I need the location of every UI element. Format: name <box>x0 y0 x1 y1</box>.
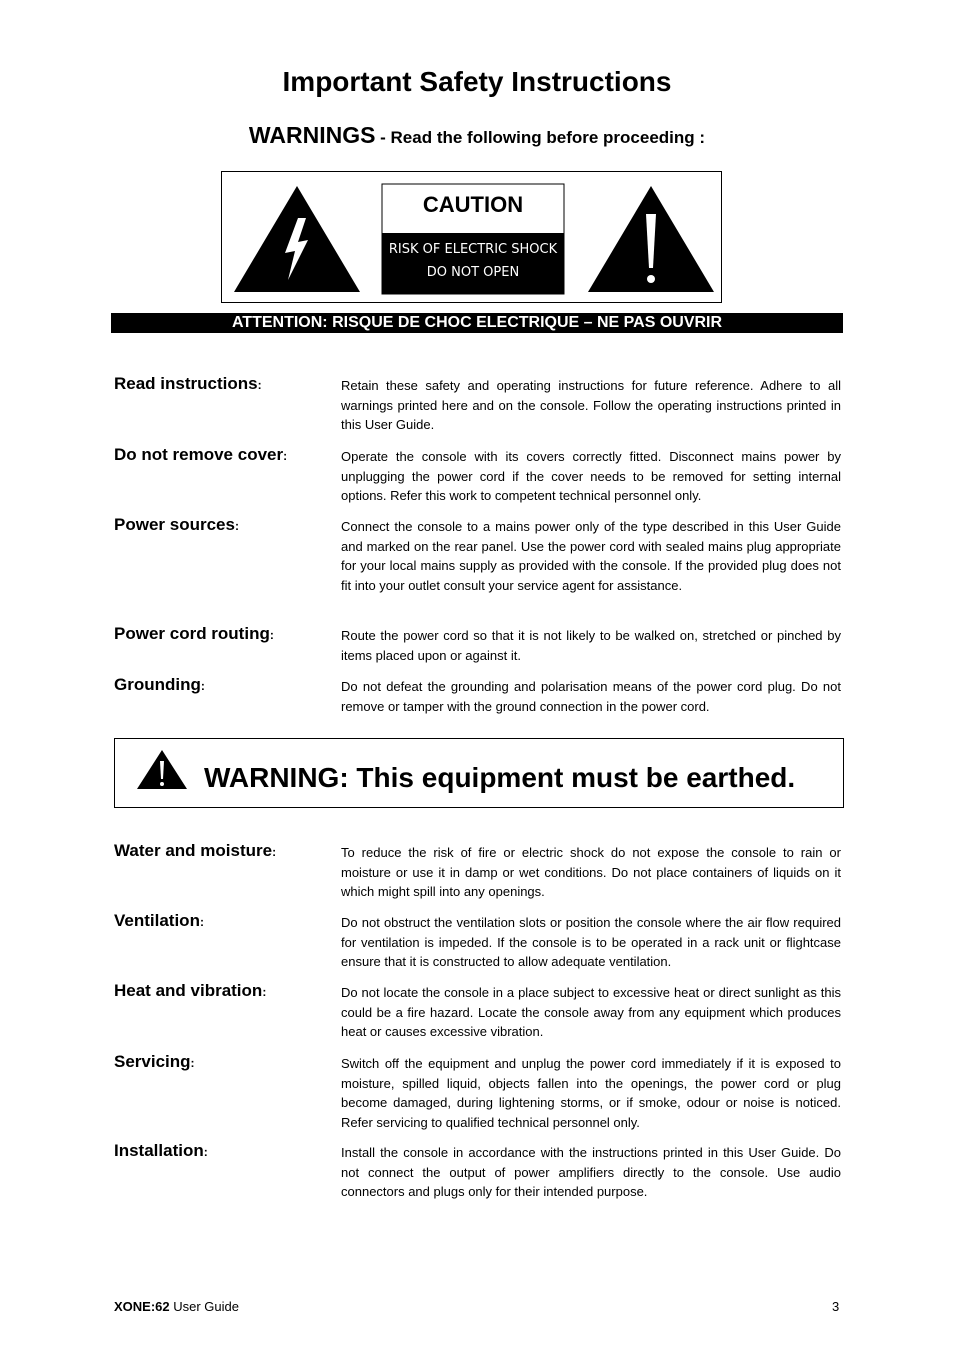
warnings-label: WARNINGS <box>248 122 376 148</box>
label-servicing: Servicing: <box>114 1052 195 1071</box>
text-power-cord-routing: Route the power cord so that it is not likely to be walked on, stretched or pinched by items placed upon or against it. <box>341 628 841 663</box>
text-ventilation: Do not obstruct the ventilation slots or position the console where the air flow required for ventilation is impeded. If the console is to be operated in a rack unit or flightcase ensure that it is constructed to allow adequate ventilation. <box>341 915 841 970</box>
lightning-warning-icon <box>234 186 360 292</box>
text-do-not-remove-cover: Operate the console with its covers correctly fitted. Disconnect mains power by unplugging the power cord if the cover needs to be removed for setting internal options. Refer this work to competent technical personnel only. <box>341 449 841 504</box>
page-title: Important Safety Instructions <box>282 66 672 97</box>
text-grounding: Do not defeat the grounding and polarisation means of the power cord plug. Do not remove or tamper with the ground connection in the power cord. <box>341 679 841 714</box>
caution-line-2: DO NOT OPEN <box>426 265 520 280</box>
warnings-subtitle: Read the following before proceeding : <box>390 128 706 147</box>
label-water-and-moisture: Water and moisture: <box>114 841 277 860</box>
warning-triangle-icon <box>136 749 188 791</box>
warnings-separator: - <box>375 128 391 147</box>
text-installation: Install the console in accordance with the instructions printed in this User Guide. Do not connect the output of power amplifiers directly to the console. Use audio connectors and plugs only for their intended purpose. <box>341 1145 841 1200</box>
text-heat-and-vibration: Do not locate the console in a place subject to excessive heat or direct sunlight as this could be a fire hazard. Locate the console away from any equipment which produces heat or causes excessive vibration. <box>341 985 841 1040</box>
label-ventilation: Ventilation: <box>114 911 204 930</box>
exclamation-warning-icon <box>588 186 714 292</box>
warnings-heading <box>0 122 954 149</box>
text-power-sources: Connect the console to a mains power only of the type described in this User Guide and marked on the rear panel. Use the power cord with sealed mains plug appropriate for your local mains supply as provided with the console. If the provided plug does not fit into your outlet consult your service agent for assistance. <box>341 519 841 593</box>
caution-heading: CAUTION <box>422 192 524 217</box>
text-servicing: Switch off the equipment and unplug the power cord immediately if it is exposed to moisture, spilled liquid, objects fallen into the openings, the power cord or plug become damaged, during lightening storms, or if smoke, odour or noise is noticed. Refer servicing to qualified technical personnel only. <box>341 1056 841 1130</box>
earth-warning-text: WARNING: This equipment must be earthed. <box>204 762 796 793</box>
label-installation: Installation: <box>114 1141 208 1160</box>
label-grounding: Grounding: <box>114 675 205 694</box>
label-do-not-remove-cover: Do not remove cover: <box>114 445 288 464</box>
page-number: 3 <box>832 1299 840 1314</box>
caution-line-1: RISK OF ELECTRIC SHOCK <box>388 242 558 257</box>
label-power-cord-routing: Power cord routing: <box>114 624 274 643</box>
label-heat-and-vibration: Heat and vibration: <box>114 981 267 1000</box>
caution-panel <box>221 171 722 303</box>
text-read-instructions: Retain these safety and operating instructions for future reference. Adhere to all warnings printed here and on the console. Follow the operating instructions printed in this User Guide. <box>341 378 841 433</box>
text-water-and-moisture: To reduce the risk of fire or electric shock do not expose the console to rain or moisture or use it in damp or wet conditions. Do not place containers of liquids on it which might spill into any openings. <box>341 845 841 900</box>
footer-guide-title: XONE:62 User Guide <box>114 1299 240 1314</box>
label-read-instructions: Read instructions: <box>114 374 262 393</box>
label-power-sources: Power sources: <box>114 515 239 534</box>
attention-banner: ATTENTION: RISQUE DE CHOC ELECTRIQUE – NE PAS OUVRIR <box>111 313 843 333</box>
